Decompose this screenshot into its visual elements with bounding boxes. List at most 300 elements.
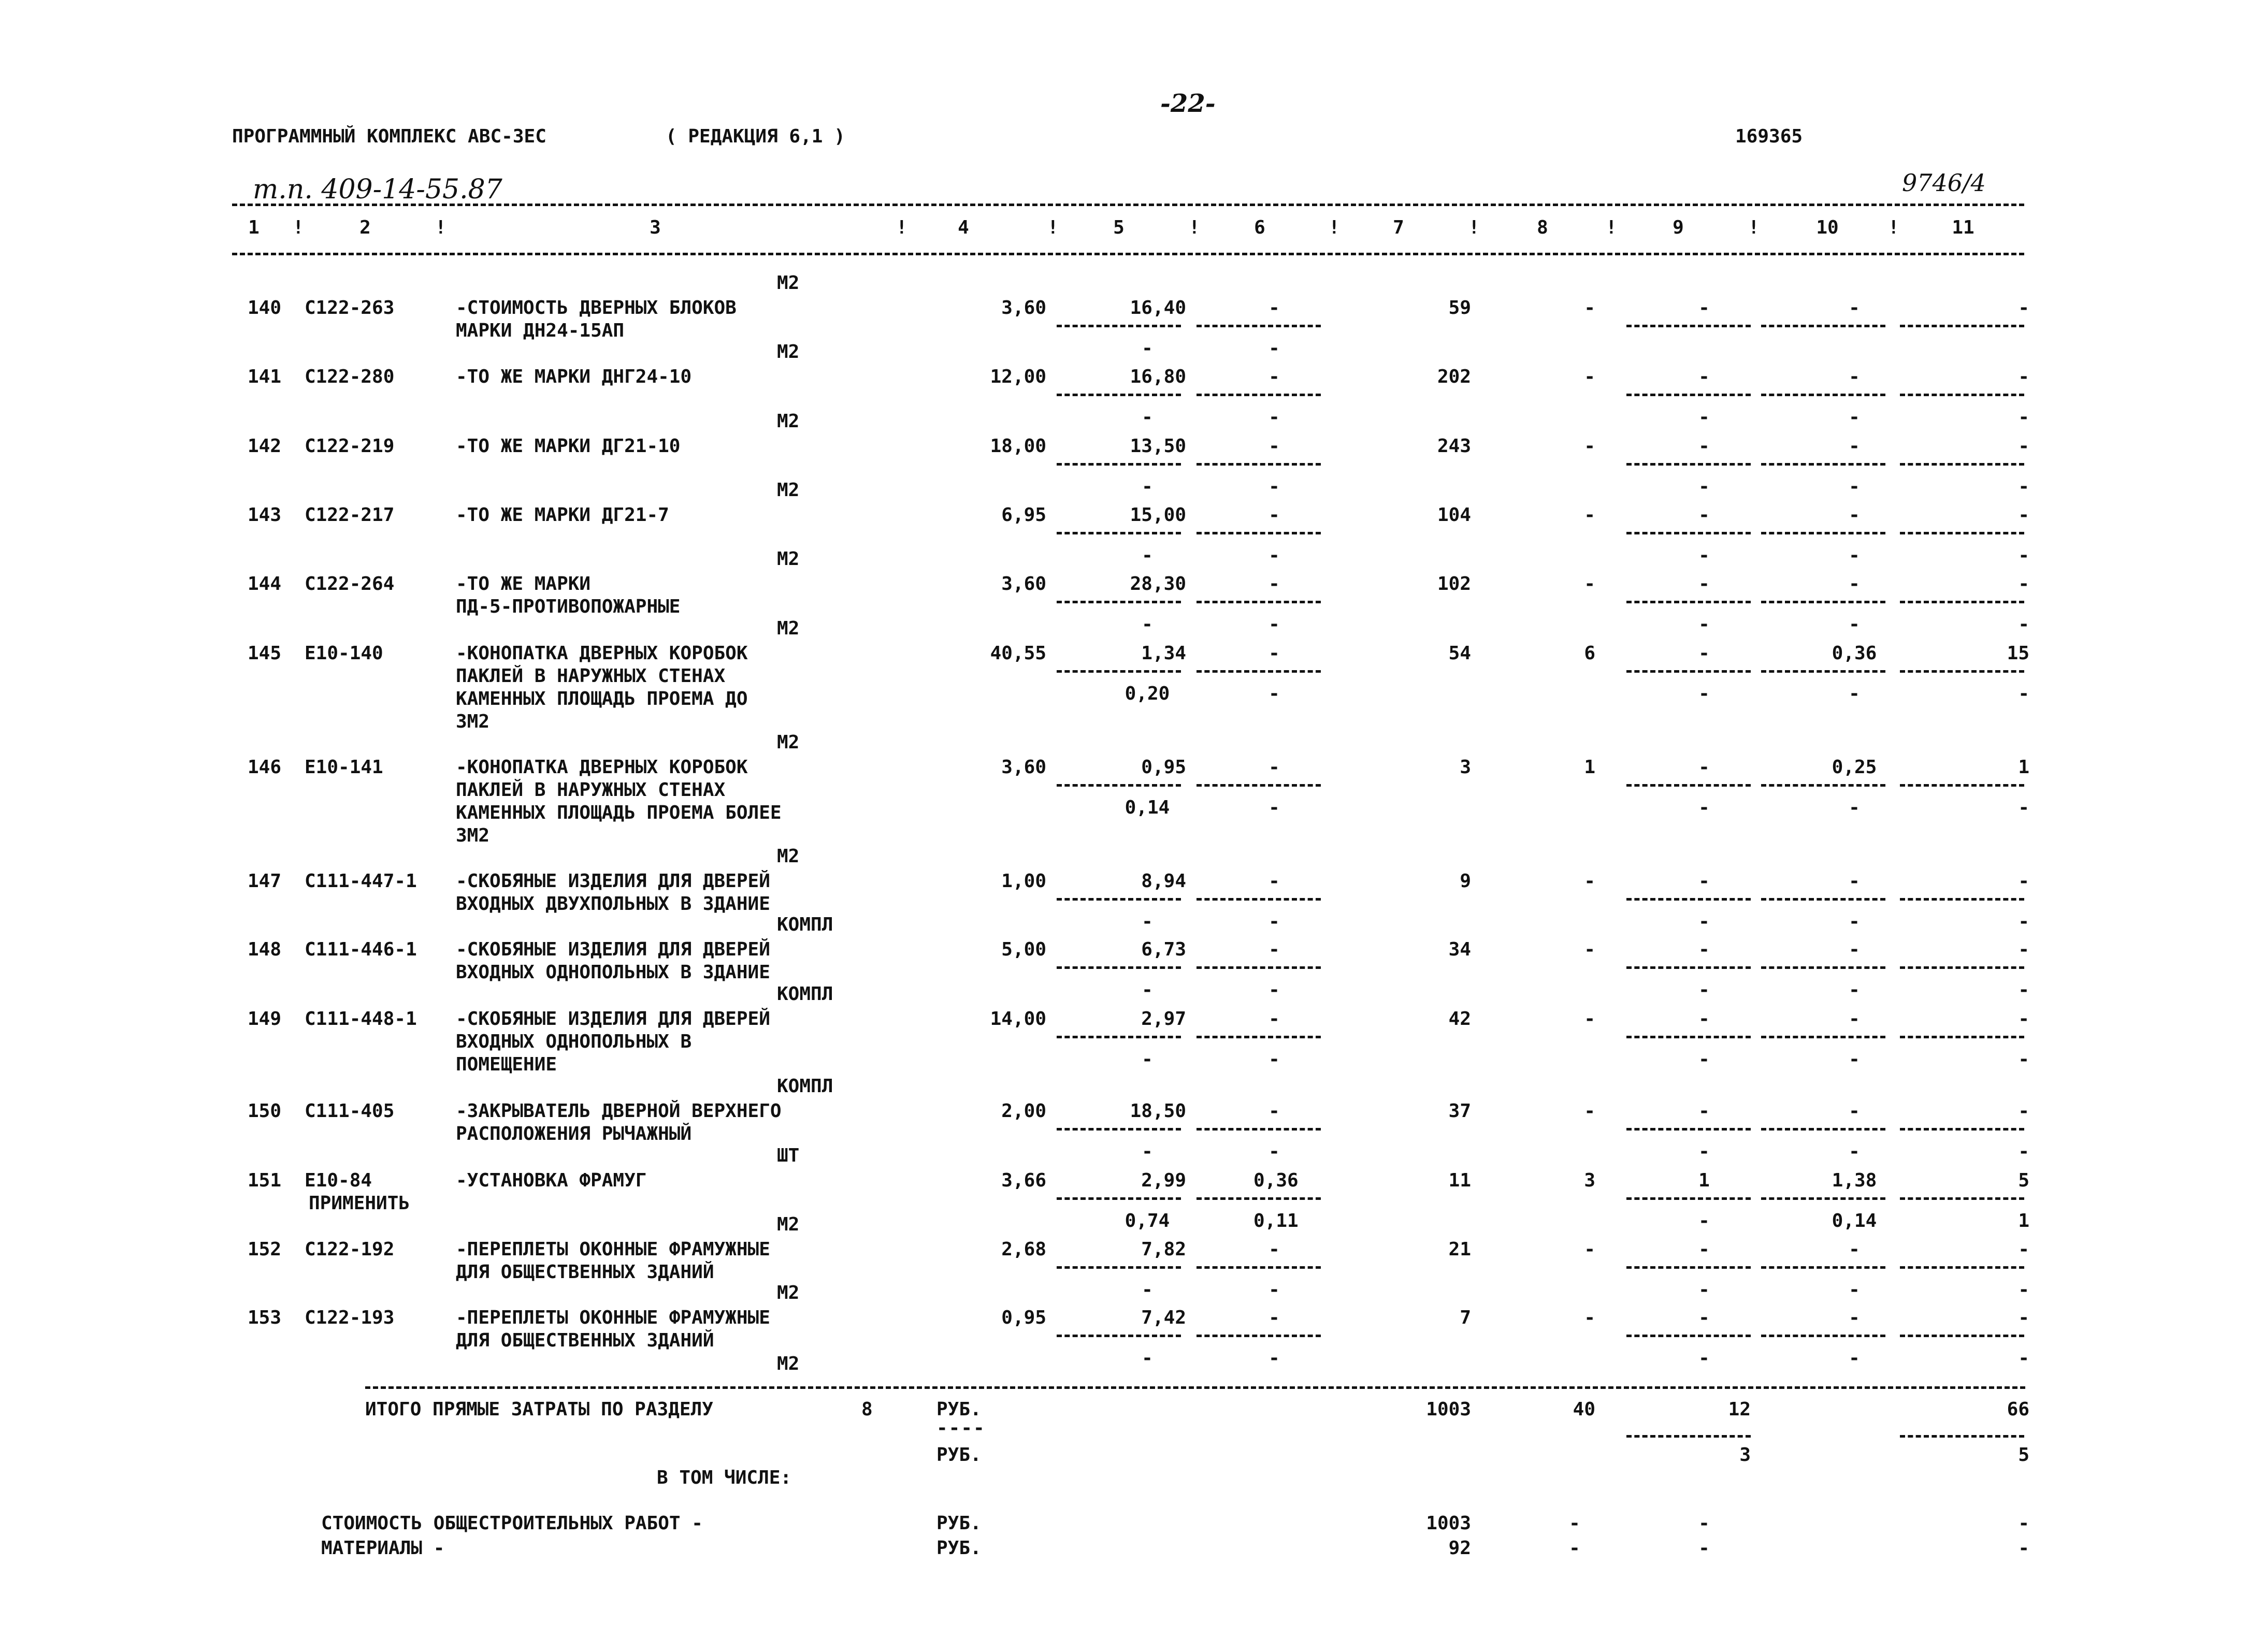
- col11-sub: -: [2018, 683, 2029, 704]
- breakdown-col11: -: [2018, 1513, 2029, 1534]
- unit-cost-rule: [1057, 325, 1181, 327]
- rate-code: С122-264: [305, 573, 395, 595]
- item-description: ПАКЛЕЙ В НАРУЖНЫХ СТЕНАХ: [456, 779, 726, 801]
- col10-sub: -: [1849, 407, 1860, 428]
- unit-label: КОМПЛ: [777, 983, 833, 1005]
- col10-value: -: [1849, 1239, 1860, 1260]
- rate-code: С111-447-1: [305, 871, 417, 892]
- unit-label: М2: [777, 272, 800, 294]
- unit-wage: -: [1269, 297, 1280, 318]
- rate-code: С122-192: [305, 1239, 395, 1260]
- total-wage: -: [1584, 871, 1595, 892]
- totals-col8: 40: [1573, 1399, 1595, 1420]
- column-header-6: 6: [1254, 217, 1265, 238]
- unit-wage-sub: -: [1269, 979, 1280, 1001]
- breakdown-col9: -: [1698, 1513, 1710, 1534]
- unit-label: КОМПЛ: [777, 914, 833, 935]
- column-header-7: 7: [1393, 217, 1404, 238]
- column-separator: !: [1606, 217, 1617, 238]
- item-description: -ТО ЖЕ МАРКИ ДГ21-10: [456, 436, 681, 457]
- unit-wage: -: [1269, 939, 1280, 960]
- col11-sub: -: [2018, 797, 2029, 818]
- column-header-8: 8: [1537, 217, 1548, 238]
- row-number: 148: [248, 939, 282, 960]
- col10-rule: [1761, 1128, 1885, 1131]
- col9-sub: -: [1698, 476, 1710, 497]
- unit-cost: 28,30: [1130, 573, 1186, 595]
- total-cost: 102: [1437, 573, 1471, 595]
- breakdown-col7: 92: [1448, 1538, 1471, 1559]
- breakdown-currency: РУБ.: [936, 1513, 982, 1534]
- col10-rule: [1761, 1335, 1885, 1337]
- unit-cost-sub: -: [1142, 407, 1153, 428]
- unit-wage-rule: [1197, 1197, 1321, 1200]
- col10-value: -: [1849, 1100, 1860, 1122]
- total-wage: -: [1584, 297, 1595, 318]
- col10-sub: -: [1849, 683, 1860, 704]
- col10-value: -: [1849, 297, 1860, 318]
- col10-rule: [1761, 1266, 1885, 1269]
- col9-rule: [1626, 463, 1751, 466]
- column-header-1: 1: [248, 217, 260, 238]
- col10-rule: [1761, 670, 1885, 673]
- col10-value: 1,38: [1832, 1170, 1877, 1191]
- unit-cost-rule: [1057, 1128, 1181, 1131]
- col11-rule: [1900, 601, 2024, 603]
- col10-rule: [1761, 532, 1885, 534]
- unit-cost-sub: -: [1142, 476, 1153, 497]
- total-cost: 21: [1448, 1239, 1471, 1260]
- unit-wage-sub: -: [1269, 797, 1280, 818]
- col10-rule: [1761, 325, 1885, 327]
- item-description: МАРКИ ДН24-15АП: [456, 320, 625, 341]
- unit-label: М2: [777, 1353, 800, 1374]
- unit-cost: 7,42: [1141, 1307, 1186, 1328]
- unit-cost-sub: 0,74: [1125, 1210, 1170, 1231]
- col10-value: -: [1849, 939, 1860, 960]
- col11-sub: -: [2018, 911, 2029, 932]
- col11-value: -: [2018, 297, 2029, 318]
- unit-cost-rule: [1057, 966, 1181, 969]
- unit-wage-sub: -: [1269, 407, 1280, 428]
- col9-rule: [1626, 601, 1751, 603]
- column-separator: !: [1888, 217, 1899, 238]
- unit-cost-rule: [1057, 1036, 1181, 1038]
- total-cost: 59: [1448, 297, 1471, 318]
- column-separator: !: [1189, 217, 1200, 238]
- unit-wage-rule: [1197, 1335, 1321, 1337]
- unit-wage-sub: 0,11: [1253, 1210, 1299, 1231]
- col11-rule: [1900, 1197, 2024, 1200]
- col11-value: -: [2018, 504, 2029, 526]
- column-header-separator: [232, 253, 2024, 255]
- unit-cost-sub: -: [1142, 545, 1153, 566]
- col9-sub: -: [1698, 1347, 1710, 1369]
- col10-value: -: [1849, 436, 1860, 457]
- col9-value: -: [1698, 1239, 1710, 1260]
- unit-label: М2: [777, 548, 800, 570]
- col10-sub: -: [1849, 797, 1860, 818]
- col9-value: -: [1698, 1008, 1710, 1030]
- col11-value: -: [2018, 366, 2029, 387]
- totals-col11-rule: [1900, 1435, 2024, 1438]
- col10-rule: [1761, 463, 1885, 466]
- total-cost: 37: [1448, 1100, 1471, 1122]
- col9-rule: [1626, 1128, 1751, 1131]
- unit-wage-rule: [1197, 1036, 1321, 1038]
- unit-wage-rule: [1197, 784, 1321, 787]
- col10-value: -: [1849, 366, 1860, 387]
- item-description: -ТО ЖЕ МАРКИ ДГ21-7: [456, 504, 669, 526]
- col9-sub: -: [1698, 911, 1710, 932]
- col10-rule: [1761, 394, 1885, 396]
- unit-cost-sub: -: [1142, 1347, 1153, 1369]
- unit-cost: 7,82: [1141, 1239, 1186, 1260]
- totals-section: 8: [861, 1399, 873, 1420]
- unit-wage-sub: -: [1269, 1141, 1280, 1162]
- unit-wage-sub: -: [1269, 1347, 1280, 1369]
- totals-col9: 12: [1728, 1399, 1751, 1420]
- unit-wage: -: [1269, 1239, 1280, 1260]
- unit-cost-rule: [1057, 394, 1181, 396]
- unit-wage: -: [1269, 871, 1280, 892]
- col11-value: -: [2018, 871, 2029, 892]
- totals-col11-b: 5: [2018, 1444, 2029, 1466]
- quantity: 2,68: [1001, 1239, 1046, 1260]
- unit-cost-sub: -: [1142, 338, 1153, 359]
- unit-cost-rule: [1057, 1197, 1181, 1200]
- rate-code: С122-219: [305, 436, 395, 457]
- col10-rule: [1761, 784, 1885, 787]
- col10-sub: -: [1849, 476, 1860, 497]
- col9-rule: [1626, 1335, 1751, 1337]
- col9-sub: -: [1698, 797, 1710, 818]
- item-description: РАСПОЛОЖЕНИЯ РЫЧАЖНЫЙ: [456, 1123, 692, 1144]
- unit-wage-rule: [1197, 966, 1321, 969]
- col11-sub: 1: [2018, 1210, 2029, 1231]
- col11-sub: -: [2018, 614, 2029, 635]
- unit-wage-rule: [1197, 394, 1321, 396]
- unit-wage: -: [1269, 436, 1280, 457]
- column-separator: !: [1329, 217, 1340, 238]
- row-number: 150: [248, 1100, 282, 1122]
- program-title: ПРОГРАММНЫЙ КОМПЛЕКС АВС-3ЕС: [232, 126, 546, 147]
- unit-wage-rule: [1197, 463, 1321, 466]
- col10-rule: [1761, 1036, 1885, 1038]
- unit-cost: 8,94: [1141, 871, 1186, 892]
- col9-sub: -: [1698, 683, 1710, 704]
- unit-cost-sub: -: [1142, 1049, 1153, 1070]
- unit-cost: 15,00: [1130, 504, 1186, 526]
- unit-wage: 0,36: [1253, 1170, 1299, 1191]
- col11-rule: [1900, 394, 2024, 396]
- total-wage: -: [1584, 1307, 1595, 1328]
- rate-code: Е10-140: [305, 643, 383, 664]
- total-wage: -: [1584, 1239, 1595, 1260]
- unit-cost-rule: [1057, 601, 1181, 603]
- col9-sub: -: [1698, 545, 1710, 566]
- unit-cost: 2,97: [1141, 1008, 1186, 1030]
- item-description: -ЗАКРЫВАТЕЛЬ ДВЕРНОЙ ВЕРХНЕГО: [456, 1100, 782, 1122]
- col9-sub: -: [1698, 1210, 1710, 1231]
- col11-value: 1: [2018, 757, 2029, 778]
- unit-label: М2: [777, 618, 800, 639]
- unit-cost: 16,40: [1130, 297, 1186, 318]
- total-wage: -: [1584, 436, 1595, 457]
- item-description: -СТОИМОСТЬ ДВЕРНЫХ БЛОКОВ: [456, 297, 737, 318]
- item-description: ПОМЕЩЕНИЕ: [456, 1054, 557, 1075]
- totals-col9-b: 3: [1739, 1444, 1751, 1466]
- total-cost: 34: [1448, 939, 1471, 960]
- document-code: 169365: [1735, 126, 1803, 147]
- item-description: ВХОДНЫХ ДВУХПОЛЬНЫХ В ЗДАНИЕ: [456, 893, 770, 915]
- totals-label: ИТОГО ПРЯМЫЕ ЗАТРАТЫ ПО РАЗДЕЛУ: [365, 1399, 713, 1420]
- col9-sub: -: [1698, 979, 1710, 1001]
- col11-rule: [1900, 966, 2024, 969]
- col9-rule: [1626, 1197, 1751, 1200]
- col10-sub: -: [1849, 1279, 1860, 1300]
- unit-label: ШТ: [777, 1145, 800, 1166]
- col10-sub: -: [1849, 545, 1860, 566]
- col11-value: -: [2018, 1307, 2029, 1328]
- unit-cost-rule: [1057, 463, 1181, 466]
- rate-code: С122-280: [305, 366, 395, 387]
- col10-sub: -: [1849, 1049, 1860, 1070]
- apply-note: ПРИМЕНИТЬ: [309, 1193, 410, 1214]
- col9-rule: [1626, 394, 1751, 396]
- col9-sub: -: [1698, 407, 1710, 428]
- unit-wage: -: [1269, 757, 1280, 778]
- row-number: 141: [248, 366, 282, 387]
- breakdown-col8: -: [1569, 1513, 1580, 1534]
- total-wage: -: [1584, 504, 1595, 526]
- row-number: 145: [248, 643, 282, 664]
- unit-wage-rule: [1197, 670, 1321, 673]
- item-description: ПАКЛЕЙ В НАРУЖНЫХ СТЕНАХ: [456, 665, 726, 687]
- unit-cost-sub: 0,14: [1125, 797, 1170, 818]
- item-description: ВХОДНЫХ ОДНОПОЛЬНЫХ В ЗДАНИЕ: [456, 962, 770, 983]
- item-description: -СКОБЯНЫЕ ИЗДЕЛИЯ ДЛЯ ДВЕРЕЙ: [456, 871, 770, 892]
- quantity: 18,00: [990, 436, 1046, 457]
- col9-value: -: [1698, 573, 1710, 595]
- unit-wage: -: [1269, 1100, 1280, 1122]
- col11-rule: [1900, 1266, 2024, 1269]
- unit-cost: 13,50: [1130, 436, 1186, 457]
- totals-col9-rule: [1626, 1435, 1751, 1438]
- handwritten-project-number: т.п. 409-14-55.87: [253, 174, 502, 205]
- totals-col11: 66: [2007, 1399, 2029, 1420]
- unit-label: М2: [777, 411, 800, 432]
- column-header-10: 10: [1816, 217, 1839, 238]
- col11-value: -: [2018, 573, 2029, 595]
- col11-rule: [1900, 532, 2024, 534]
- col10-sub: 0,14: [1832, 1210, 1877, 1231]
- col9-value: -: [1698, 757, 1710, 778]
- col9-rule: [1626, 784, 1751, 787]
- unit-wage-rule: [1197, 1128, 1321, 1131]
- unit-wage: -: [1269, 1307, 1280, 1328]
- col9-value: -: [1698, 643, 1710, 664]
- col10-rule: [1761, 601, 1885, 603]
- row-number: 147: [248, 871, 282, 892]
- col10-value: 0,36: [1832, 643, 1877, 664]
- col10-value: -: [1849, 504, 1860, 526]
- total-cost: 243: [1437, 436, 1471, 457]
- breakdown-col7: 1003: [1426, 1513, 1471, 1534]
- column-separator: !: [1748, 217, 1760, 238]
- col10-rule: [1761, 1197, 1885, 1200]
- totals-col7: 1003: [1426, 1399, 1471, 1420]
- total-cost: 104: [1437, 504, 1471, 526]
- column-header-5: 5: [1113, 217, 1125, 238]
- quantity: 6,95: [1001, 504, 1046, 526]
- unit-wage: -: [1269, 366, 1280, 387]
- unit-cost-sub: -: [1142, 614, 1153, 635]
- item-description: КАМЕННЫХ ПЛОЩАДЬ ПРОЕМА БОЛЕЕ: [456, 802, 782, 823]
- breakdown-label: СТОИМОСТЬ ОБЩЕСТРОИТЕЛЬНЫХ РАБОТ -: [321, 1513, 703, 1534]
- total-wage: -: [1584, 1100, 1595, 1122]
- unit-cost: 6,73: [1141, 939, 1186, 960]
- col11-rule: [1900, 1335, 2024, 1337]
- col11-rule: [1900, 670, 2024, 673]
- unit-wage-sub: -: [1269, 1049, 1280, 1070]
- unit-cost: 18,50: [1130, 1100, 1186, 1122]
- row-number: 143: [248, 504, 282, 526]
- col9-rule: [1626, 1036, 1751, 1038]
- item-description: -ПЕРЕПЛЕТЫ ОКОННЫЕ ФРАМУЖНЫЕ: [456, 1239, 770, 1260]
- column-header-11: 11: [1952, 217, 1974, 238]
- unit-wage-rule: [1197, 325, 1321, 327]
- col9-value: -: [1698, 504, 1710, 526]
- col9-value: -: [1698, 366, 1710, 387]
- total-wage: 1: [1584, 757, 1595, 778]
- item-description: 3М2: [456, 825, 490, 846]
- rate-code: С122-263: [305, 297, 395, 318]
- breakdown-currency: РУБ.: [936, 1538, 982, 1559]
- totals-currency-2: РУБ.: [936, 1444, 982, 1466]
- breakdown-col9: -: [1698, 1538, 1710, 1559]
- quantity: 0,95: [1001, 1307, 1046, 1328]
- unit-cost-rule: [1057, 532, 1181, 534]
- total-cost: 202: [1437, 366, 1471, 387]
- total-cost: 7: [1460, 1307, 1471, 1328]
- total-cost: 9: [1460, 871, 1471, 892]
- quantity: 2,00: [1001, 1100, 1046, 1122]
- col11-sub: -: [2018, 1279, 2029, 1300]
- unit-wage-sub: -: [1269, 911, 1280, 932]
- col11-sub: -: [2018, 407, 2029, 428]
- breakdown-col8: -: [1569, 1538, 1580, 1559]
- col11-sub: -: [2018, 476, 2029, 497]
- item-description: ДЛЯ ОБЩЕСТВЕННЫХ ЗДАНИЙ: [456, 1330, 714, 1351]
- rate-code: Е10-84: [305, 1170, 372, 1191]
- row-number: 149: [248, 1008, 282, 1030]
- col11-value: -: [2018, 1100, 2029, 1122]
- col9-value: -: [1698, 939, 1710, 960]
- item-description: ДЛЯ ОБЩЕСТВЕННЫХ ЗДАНИЙ: [456, 1262, 714, 1283]
- unit-wage-sub: -: [1269, 338, 1280, 359]
- col9-value: -: [1698, 1307, 1710, 1328]
- quantity: 1,00: [1001, 871, 1046, 892]
- total-wage: -: [1584, 1008, 1595, 1030]
- col9-rule: [1626, 325, 1751, 327]
- unit-cost-rule: [1057, 1266, 1181, 1269]
- quantity: 3,60: [1001, 757, 1046, 778]
- quantity: 12,00: [990, 366, 1046, 387]
- col10-sub: -: [1849, 1347, 1860, 1369]
- item-description: 3М2: [456, 711, 490, 732]
- item-description: -КОНОПАТКА ДВЕРНЫХ КОРОБОК: [456, 757, 748, 778]
- col10-sub: -: [1849, 1141, 1860, 1162]
- col9-sub: -: [1698, 1141, 1710, 1162]
- unit-label: М2: [777, 1214, 800, 1235]
- item-description: -ТО ЖЕ МАРКИ ДНГ24-10: [456, 366, 692, 387]
- including-label: В ТОМ ЧИСЛЕ:: [657, 1467, 792, 1488]
- col11-sub: -: [2018, 1049, 2029, 1070]
- unit-wage-sub: -: [1269, 683, 1280, 704]
- row-number: 151: [248, 1170, 282, 1191]
- col11-sub: -: [2018, 1141, 2029, 1162]
- col11-rule: [1900, 463, 2024, 466]
- rate-code: Е10-141: [305, 757, 383, 778]
- col9-value: -: [1698, 871, 1710, 892]
- unit-label: М2: [777, 341, 800, 363]
- rate-code: С111-446-1: [305, 939, 417, 960]
- unit-wage-sub: -: [1269, 476, 1280, 497]
- totals-separator: [365, 1386, 2025, 1389]
- quantity: 5,00: [1001, 939, 1046, 960]
- rate-code: С111-405: [305, 1100, 395, 1122]
- unit-cost-sub: -: [1142, 1279, 1153, 1300]
- col11-value: -: [2018, 939, 2029, 960]
- total-wage: -: [1584, 366, 1595, 387]
- col11-value: -: [2018, 1008, 2029, 1030]
- row-number: 142: [248, 436, 282, 457]
- quantity: 40,55: [990, 643, 1046, 664]
- item-description: -КОНОПАТКА ДВЕРНЫХ КОРОБОК: [456, 643, 748, 664]
- col10-value: 0,25: [1832, 757, 1877, 778]
- col9-rule: [1626, 1266, 1751, 1269]
- unit-wage-rule: [1197, 601, 1321, 603]
- row-number: 152: [248, 1239, 282, 1260]
- unit-wage-rule: [1197, 532, 1321, 534]
- quantity: 3,60: [1001, 573, 1046, 595]
- col9-value: 1: [1698, 1170, 1710, 1191]
- page-number: -22-: [1160, 89, 1216, 118]
- unit-cost: 1,34: [1141, 643, 1186, 664]
- unit-cost-sub: -: [1142, 979, 1153, 1001]
- col9-sub: -: [1698, 1279, 1710, 1300]
- col9-value: -: [1698, 297, 1710, 318]
- col11-sub: -: [2018, 545, 2029, 566]
- unit-wage-rule: [1197, 1266, 1321, 1269]
- edition-label: ( РЕДАКЦИЯ 6,1 ): [666, 126, 845, 147]
- unit-cost-sub: -: [1142, 911, 1153, 932]
- col9-rule: [1626, 670, 1751, 673]
- col10-rule: [1761, 966, 1885, 969]
- col10-value: -: [1849, 1307, 1860, 1328]
- quantity: 3,66: [1001, 1170, 1046, 1191]
- item-description: -УСТАНОВКА ФРАМУГ: [456, 1170, 647, 1191]
- total-cost: 54: [1448, 643, 1471, 664]
- unit-cost: 2,99: [1141, 1170, 1186, 1191]
- unit-wage-sub: -: [1269, 545, 1280, 566]
- rate-code: С111-448-1: [305, 1008, 417, 1030]
- row-number: 146: [248, 757, 282, 778]
- item-description: -СКОБЯНЫЕ ИЗДЕЛИЯ ДЛЯ ДВЕРЕЙ: [456, 1008, 770, 1030]
- col10-sub: -: [1849, 911, 1860, 932]
- unit-cost: 16,80: [1130, 366, 1186, 387]
